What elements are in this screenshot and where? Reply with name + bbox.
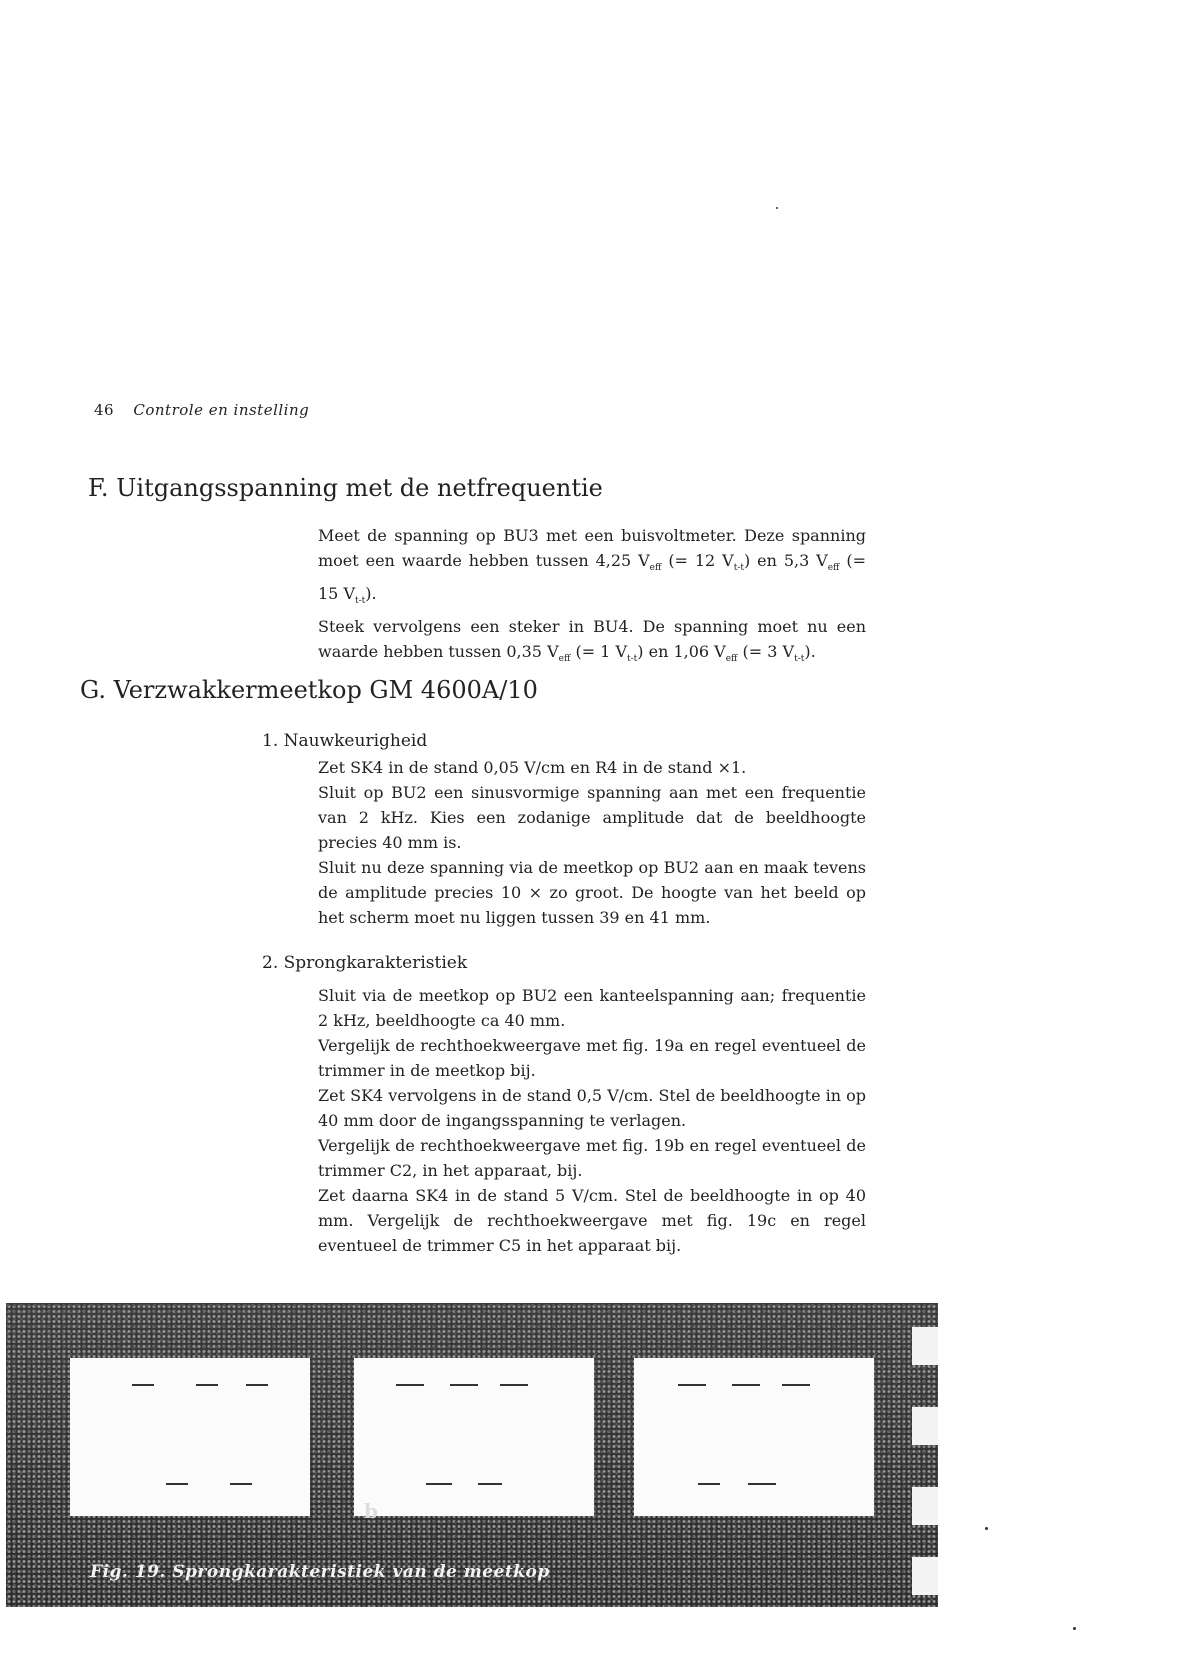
print-speck xyxy=(1073,1627,1076,1630)
subsection-2-heading: 2. Sprongkarakteristiek xyxy=(262,953,468,973)
frame-label-b: b xyxy=(364,1499,378,1523)
subsection-2-body xyxy=(318,983,866,1258)
subsection-2-paragraph: Vergelijk de rechthoekweergave met fig. 19b en regel eventueel de trimmer C2, in het apparaat, bij. xyxy=(318,1136,866,1180)
running-head-title: Controle en instelling xyxy=(133,401,310,419)
subsection-1-heading: 1. Nauwkeurigheid xyxy=(262,731,428,751)
oscilloscope-frame-b xyxy=(354,1358,594,1516)
subsection-2-paragraph: Sluit via de meetkop op BU2 een kanteelspanning aan; frequentie 2 kHz, beeldhoogte ca 40 mm. xyxy=(318,986,866,1030)
subsection-1-paragraph: Sluit op BU2 een sinusvormige spanning aan met een frequentie van 2 kHz. Kies een zodanige amplitude dat de beeldhoogte precies 40 mm is. xyxy=(318,783,866,852)
film-sprocket xyxy=(912,1407,938,1445)
figure-caption: Fig. 19. Sprongkarakteristiek van de meetkop xyxy=(90,1562,550,1582)
running-head xyxy=(94,401,309,419)
page-number: 46 xyxy=(94,401,115,419)
subsection-1-body xyxy=(318,755,866,930)
subsection-1-paragraph: Zet SK4 in de stand 0,05 V/cm en R4 in de stand ×1. xyxy=(318,758,747,777)
film-sprocket xyxy=(912,1557,938,1595)
subsection-2-paragraph: Zet SK4 vervolgens in de stand 0,5 V/cm. Stel de beeldhoogte in op 40 mm door de ingangsspanning te verlagen. xyxy=(318,1086,867,1130)
film-sprocket xyxy=(912,1487,938,1525)
section-f-paragraph-1: Meet de spanning op BU3 met een buisvoltmeter. Deze spanning moet een waarde hebben tussen 4,25 $V_{eff}$ (= 12 $V_{t-t}$) en 5,3 $V_{eff}$ (= 15 $V_{t-t}$). xyxy=(318,526,867,607)
film-sprocket xyxy=(912,1327,938,1365)
subsection-2-paragraph: Zet daarna SK4 in de stand 5 V/cm. Stel de beeldhoogte in op 40 mm. Vergelijk de rechthoekweergave met fig. 19c en regel eventueel de trimmer C5 in het apparaat bij. xyxy=(318,1186,866,1255)
print-speck xyxy=(985,1527,988,1530)
section-g-heading: G. Verzwakkermeetkop GM 4600A/10 xyxy=(80,676,538,704)
subsection-2-paragraph: Vergelijk de rechthoekweergave met fig. 19a en regel eventueel de trimmer in de meetkop bij. xyxy=(318,1036,866,1080)
subsection-1-paragraph: Sluit nu deze spanning via de meetkop op BU2 aan en maak tevens de amplitude precies 10 × zo groot. De hoogte van het beeld op het scherm moet nu liggen tussen 39 en 41 mm. xyxy=(318,858,866,927)
section-f-body xyxy=(318,523,866,673)
section-f-paragraph-2: Steek vervolgens een steker in BU4. De spanning moet nu een waarde hebben tussen 0,35 $V_{eff}$ (= 1 $V_{t-t}$) en 1,06 $V_{eff}$ (= 3 $V_{t-t}$). xyxy=(318,617,866,665)
section-f-heading: F. Uitgangsspanning met de netfrequentie xyxy=(88,474,603,502)
oscilloscope-frame-a xyxy=(70,1358,310,1516)
figure-19-photo xyxy=(6,1303,938,1607)
oscilloscope-frame-c xyxy=(634,1358,874,1516)
print-speck xyxy=(776,207,778,209)
